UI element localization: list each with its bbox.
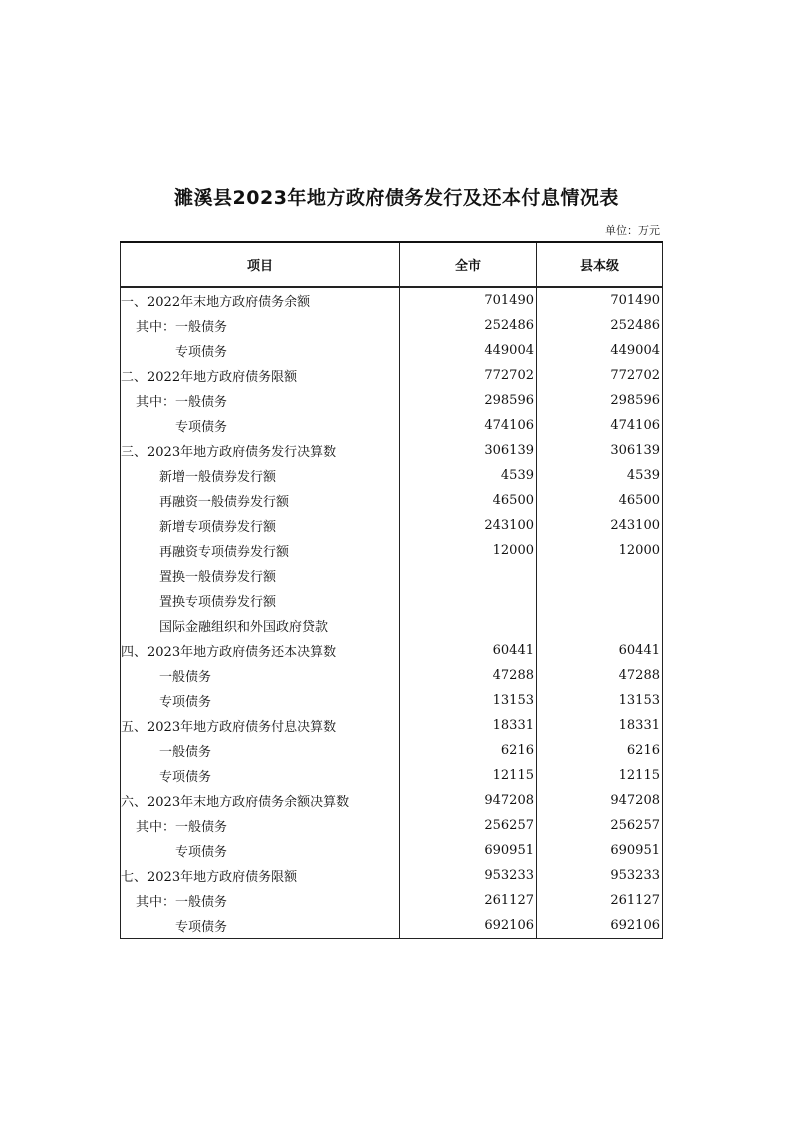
header-county: 县本级 [537,242,663,287]
row-county-value: 12115 [537,763,663,788]
row-city-value: 12000 [400,538,537,563]
row-item-label: 专项债务 [121,763,400,788]
row-item-label: 三、2023年地方政府债务发行决算数 [121,438,400,463]
row-city-value: 12115 [400,763,537,788]
row-item-label: 置换一般债券发行额 [121,563,400,588]
table-row [121,363,663,388]
row-item-label: 专项债务 [121,413,400,438]
row-county-value [537,613,663,638]
row-city-value: 947208 [400,788,537,813]
row-city-value [400,613,537,638]
table-row [121,588,663,613]
table-row [121,613,663,638]
row-county-value: 252486 [537,313,663,338]
row-county-value: 13153 [537,688,663,713]
row-city-value: 47288 [400,663,537,688]
row-county-value: 690951 [537,838,663,863]
row-county-value: 306139 [537,438,663,463]
row-item-label: 专项债务 [121,838,400,863]
row-city-value: 6216 [400,738,537,763]
row-county-value: 772702 [537,363,663,388]
row-item-label: 一般债务 [121,738,400,763]
row-city-value: 701490 [400,287,537,313]
row-item-label: 一、2022年末地方政府债务余额 [121,287,400,313]
row-city-value: 306139 [400,438,537,463]
row-item-label: 再融资一般债券发行额 [121,488,400,513]
row-city-value: 298596 [400,388,537,413]
row-city-value: 13153 [400,688,537,713]
table-row [121,638,663,663]
unit-label: 单位：万元 [605,224,660,237]
row-item-label: 五、2023年地方政府债务付息决算数 [121,713,400,738]
row-city-value [400,563,537,588]
row-item-label: 专项债务 [121,338,400,363]
row-county-value: 12000 [537,538,663,563]
row-city-value: 46500 [400,488,537,513]
table-row [121,738,663,763]
table-row [121,438,663,463]
row-item-label: 四、2023年地方政府债务还本决算数 [121,638,400,663]
header-row [121,242,663,287]
table-row [121,287,663,313]
row-county-value [537,588,663,613]
row-county-value: 261127 [537,888,663,913]
table-body [121,287,663,939]
row-county-value: 4539 [537,463,663,488]
row-city-value: 60441 [400,638,537,663]
table-row [121,838,663,863]
table-row [121,688,663,713]
row-item-label: 二、2022年地方政府债务限额 [121,363,400,388]
table-row [121,663,663,688]
table-row [121,388,663,413]
debt-table-container [120,241,662,939]
row-city-value: 256257 [400,813,537,838]
row-item-label: 一般债务 [121,663,400,688]
document-title: 濉溪县2023年地方政府债务发行及还本付息情况表 [174,187,619,209]
row-city-value: 252486 [400,313,537,338]
row-county-value: 46500 [537,488,663,513]
table-row [121,713,663,738]
table-row [121,788,663,813]
table-row [121,863,663,888]
row-county-value: 18331 [537,713,663,738]
row-city-value [400,588,537,613]
row-county-value: 953233 [537,863,663,888]
table-header [121,242,663,287]
row-city-value: 772702 [400,363,537,388]
row-county-value: 47288 [537,663,663,688]
row-city-value: 690951 [400,838,537,863]
row-city-value: 243100 [400,513,537,538]
table-row [121,463,663,488]
table-row [121,913,663,939]
header-item: 项目 [121,242,400,287]
row-county-value [537,563,663,588]
row-city-value: 692106 [400,913,537,939]
table-row [121,563,663,588]
header-city: 全市 [400,242,537,287]
table-row [121,313,663,338]
row-county-value: 701490 [537,287,663,313]
table-row [121,538,663,563]
row-county-value: 474106 [537,413,663,438]
row-item-label: 其中：一般债务 [121,888,400,913]
row-item-label: 其中：一般债务 [121,388,400,413]
row-item-label: 专项债务 [121,688,400,713]
row-county-value: 449004 [537,338,663,363]
table-row [121,813,663,838]
table-row [121,488,663,513]
row-item-label: 再融资专项债券发行额 [121,538,400,563]
table-row [121,763,663,788]
table-row [121,513,663,538]
row-item-label: 置换专项债券发行额 [121,588,400,613]
row-city-value: 953233 [400,863,537,888]
row-city-value: 449004 [400,338,537,363]
row-county-value: 256257 [537,813,663,838]
row-item-label: 其中：一般债务 [121,813,400,838]
row-county-value: 243100 [537,513,663,538]
row-city-value: 18331 [400,713,537,738]
row-item-label: 专项债务 [121,913,400,939]
row-county-value: 60441 [537,638,663,663]
row-city-value: 4539 [400,463,537,488]
table-row [121,888,663,913]
row-county-value: 6216 [537,738,663,763]
row-county-value: 298596 [537,388,663,413]
row-item-label: 国际金融组织和外国政府贷款 [121,613,400,638]
row-item-label: 六、2023年末地方政府债务余额决算数 [121,788,400,813]
row-item-label: 七、2023年地方政府债务限额 [121,863,400,888]
table-row [121,413,663,438]
row-item-label: 新增一般债券发行额 [121,463,400,488]
row-item-label: 新增专项债券发行额 [121,513,400,538]
row-item-label: 其中：一般债务 [121,313,400,338]
debt-table [120,241,663,939]
row-city-value: 261127 [400,888,537,913]
row-county-value: 947208 [537,788,663,813]
row-county-value: 692106 [537,913,663,939]
row-city-value: 474106 [400,413,537,438]
table-row [121,338,663,363]
